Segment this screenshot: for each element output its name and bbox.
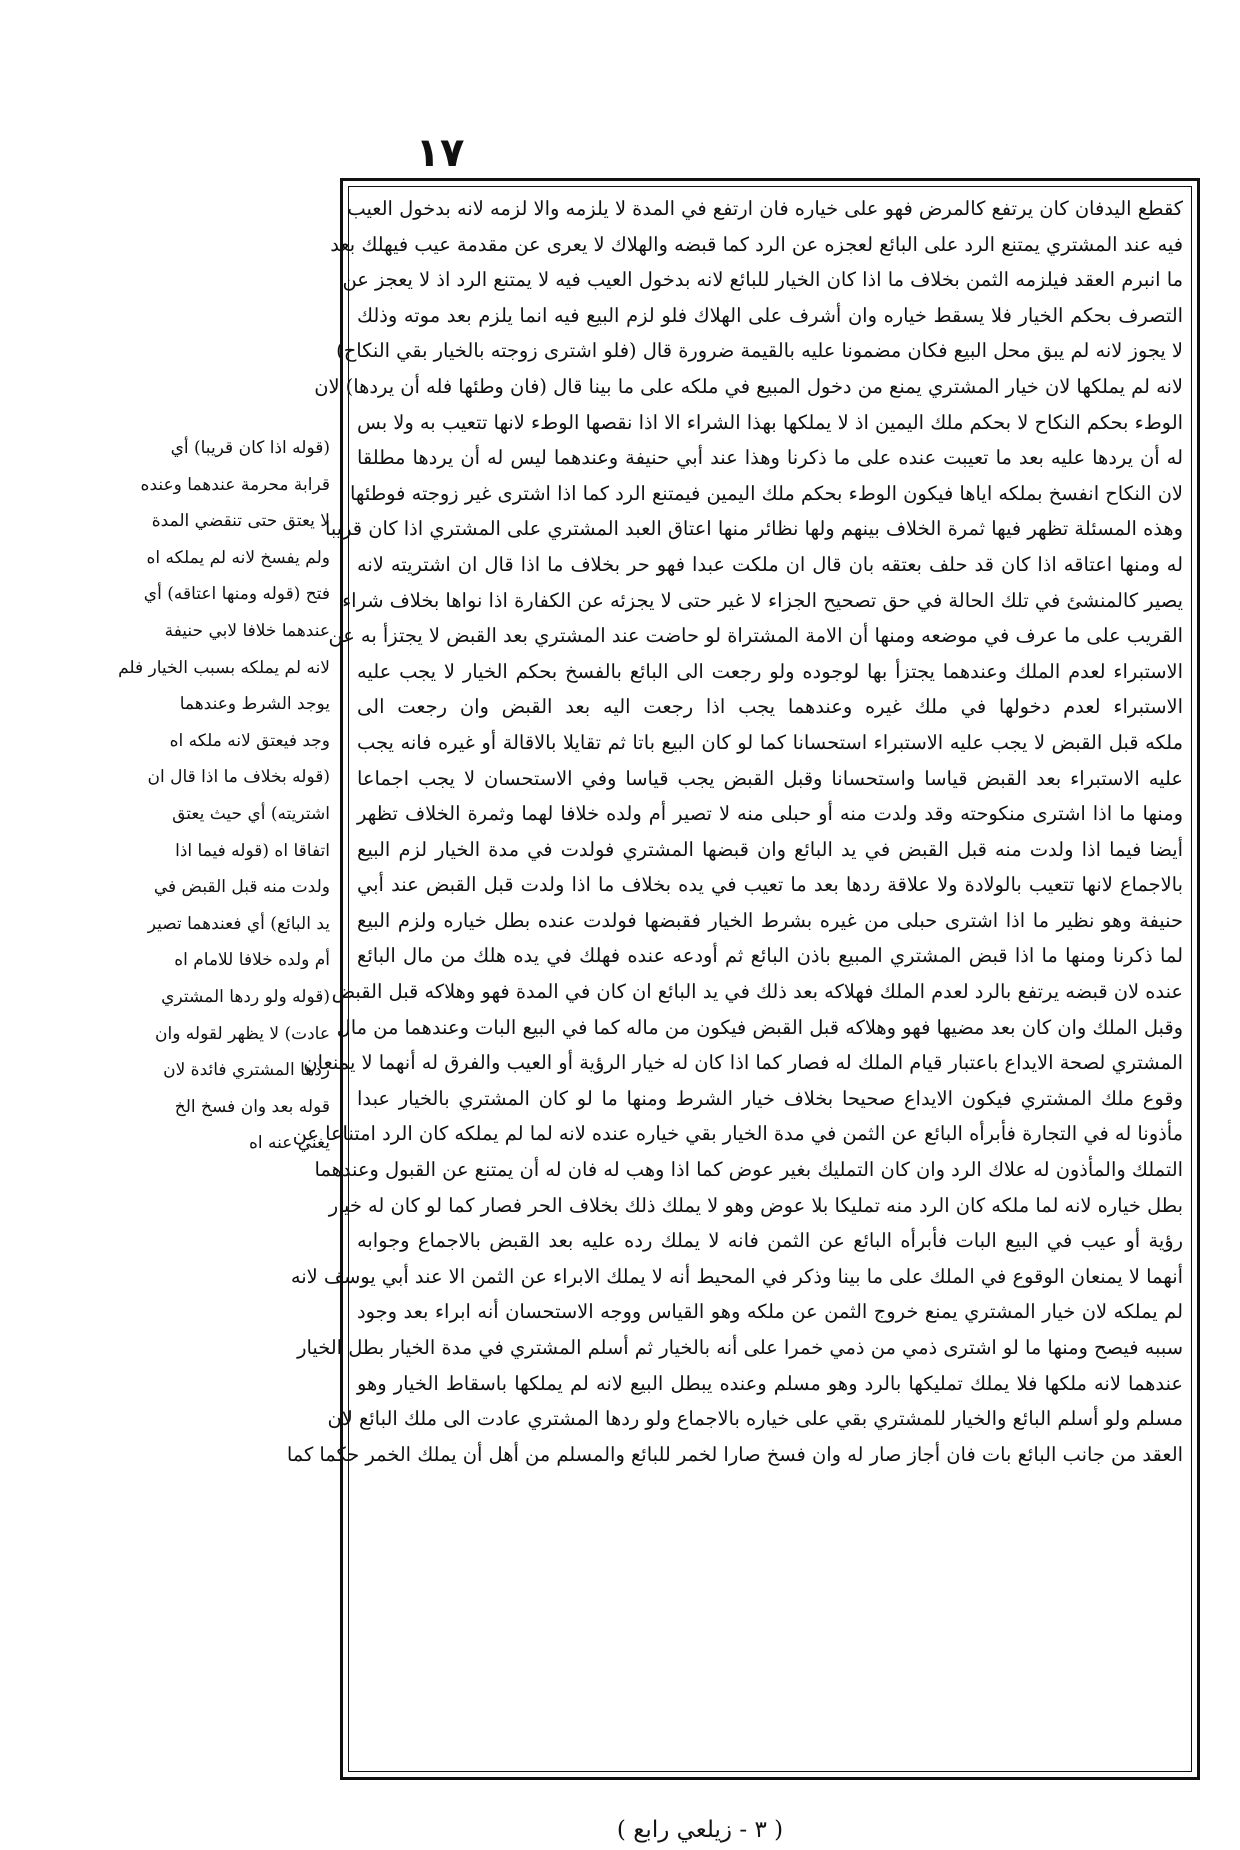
margin-note-line: لا يعتق حتى تنقضي المدة	[151, 511, 330, 532]
text-line: الوطء بحكم النكاح لا بحكم ملك اليمين اذ لا يملكها بهذا الشراء الا اذا نقصها الوطء لانها تتعيب به ولا بس	[357, 410, 1183, 434]
page-number: ١٧	[415, 130, 465, 176]
margin-note-line: فتح (قوله ومنها اعتاقه) أي	[143, 584, 330, 605]
text-line: التصرف بحكم الخيار فلا يسقط خياره وان أشرف على الهلاك فلو لزم البيع فيه انما يلزم بعد موته وذلك	[357, 303, 1183, 327]
text-line: لا يجوز لانه لم يبق محل البيع فكان مضمونا عليه بالقيمة ضرورة قال (فلو اشترى زوجته بالخيار بقي النكاح)	[336, 339, 1183, 363]
text-line: مسلم ولو أسلم البائع والخيار للمشتري بقي على خياره بالاجماع ولو ردها المشتري عادت الى ملك البائع لان	[327, 1407, 1183, 1431]
margin-note-line: قوله بعد وان فسخ الخ	[174, 1096, 330, 1117]
margin-note-line: لانه لم يملكه بسبب الخيار فلم	[118, 657, 330, 678]
margin-note-line: اتفاقا اه (قوله فيما اذا	[175, 840, 330, 861]
text-line: له ومنها اعتاقه اذا كان قد حلف بعتقه بان قال ان ملكت عبدا فهو حر بخلاف ما اذا قال ان اشتريته لانه	[357, 552, 1183, 576]
text-line: لان النكاح انفسخ بملكه اياها فيكون الوطء بحكم ملك اليمين فيمتنع الرد كما اذا اشترى غير زوجته فوطئها	[350, 481, 1183, 505]
text-line: بطل خياره لانه لما ملكه كان الرد منه تمليكا بلا عوض وهو لا يملك ذلك بخلاف الحر فصار كما لو كان له خيار	[328, 1193, 1183, 1217]
text-line: له أن يردها عليه بعد ما تعيبت عنده على ما ذكرنا وهذا عند أبي حنيفة وعندهما ليس له أن يردها مطلقا	[357, 446, 1183, 470]
text-line: القريب على ما عرف في موضعه ومنها أن الامة المشتراة لو حاضت عند المشتري بعد القبض لا يجتزأ به عن	[328, 624, 1183, 648]
margin-note-line: وجد فيعتق لانه ملكه اه	[169, 730, 330, 751]
text-line: ملكه قبل القبض لا يجب عليه الاستبراء استحسانا كما لو كان البيع باتا ثم تقايلا بالاقالة أو غيره فانه يجب	[357, 730, 1183, 754]
margin-note-line: عندهما خلافا لابي حنيفة	[164, 620, 330, 641]
text-line: لم يملكه لان خيار المشتري يمنع خروج الثمن عن ملكه وهو القياس ووجه الاستحسان أنه ابراء بعد وجود	[357, 1300, 1183, 1324]
margin-note-line: ولدت منه قبل القبض في	[153, 877, 330, 898]
text-line: بالاجماع لانها تتعيب بالولادة ولا علاقة ردها بعد ما تعيب في يده بخلاف ما اذا ولدت قبل القبض عند أبي	[357, 873, 1183, 897]
margin-note-line: ولم يفسخ لانه لم يملكه اه	[146, 547, 330, 568]
margin-note-line: يد البائع) أي فعندهما تصير	[147, 913, 330, 934]
text-line: كقطع اليدفان كان يرتفع كالمرض فهو على خياره فان ارتفع في المدة لا يلزمه والا لزمه لانه بدخول العيب	[347, 197, 1183, 220]
text-line: ومنها ما اذا اشترى منكوحته وقد ولدت منه أو حبلى منه لا تصير أم ولده خلافا لهما وثمرة الخلاف تظهر	[357, 802, 1183, 826]
margin-note-line: يوجد الشرط وعندهما	[179, 694, 330, 715]
text-line: لانه لم يملكها لان خيار المشتري يمنع من دخول المبيع في ملكه على ما بينا قال (فان وطئها فله أن يردها) لان	[314, 374, 1183, 398]
text-line: حنيفة وهو نظير ما اذا اشترى حبلى من غيره بشرط الخيار فقبضها فولدت عنده بطل خياره ولزم البيع	[357, 908, 1183, 932]
text-line: أيضا فيما اذا ولدت منه قبل القبض في يد البائع وان قبضها المشتري فولدت في مدة الخيار لزم البيع	[357, 837, 1183, 861]
text-line: عليه الاستبراء بعد القبض قياسا واستحسانا وقبل القبض يجب قياسا وفي الاستحسان لا يجب اجماعا	[357, 766, 1183, 790]
margin-note-line: اشتريته) أي حيث يعتق	[172, 803, 330, 824]
text-line: وقبل الملك وان كان بعد مضيها فهو وهلاكه قبل القبض فيكون من ماله كما في البيع البات وعندهما من مال	[336, 1015, 1183, 1039]
text-line: وهذه المسئلة تظهر فيها ثمرة الخلاف بينهم ولها نظائر منها اعتاق العبد المشتري على المشتري اذا كان قريبا	[324, 517, 1183, 541]
margin-note-line: (قوله اذا كان قريبا) أي	[170, 438, 330, 458]
text-line: رؤية أو عيب في البيع البات فأبرأه البائع عن الثمن فانه لا يملك رده عليه بعد القبض بالاجماع وجوابه	[357, 1229, 1183, 1253]
text-line: ما انبرم العقد فيلزمه الثمن بخلاف ما اذا كان الخيار للبائع لانه بدخول العيب فيه لا يمتنع الرد اذ لا يعجز عن	[342, 268, 1183, 292]
margin-note-line: عادت) لا يظهر لقوله وان	[154, 1023, 330, 1044]
margin-note-line: ردها المشتري فائدة لان	[163, 1060, 330, 1081]
text-line: وقوع ملك المشتري فيكون الايداع صحيحا بخلاف خيار الشرط ومنها ما لو كان المشتري بالخيار عبدا	[357, 1086, 1183, 1110]
text-line: فيه عند المشتري يمتنع الرد على البائع لعجزه عن الرد كما قبضه والهلاك لا يعرى عن مقدمة عيب فيهلك بعد	[330, 232, 1183, 256]
text-line: سببه فيصح ومنها ما لو اشترى ذمي من ذمي خمرا على أنه بالخيار ثم أسلم المشتري في مدة الخيار بطل الخيار	[297, 1336, 1183, 1359]
margin-note-line: (قوله بخلاف ما اذا قال ان	[147, 767, 330, 788]
text-line: يصير كالمنشئ في تلك الحالة في حق تصحيح الجزاء لا غير حتى لا يجزئه عن الكفارة اذا نواها بخلاف شراء	[342, 588, 1183, 612]
printer-signature: ( ٣ - زيلعي رابع )	[616, 1817, 784, 1843]
margin-note-line: قرابة محرمة عندهما وعنده	[140, 474, 330, 495]
margin-note-line: يغني عنه اه	[248, 1133, 330, 1154]
margin-note-line: أم ولده خلافا للامام اه	[174, 950, 330, 971]
text-line: عندهما لانه ملكها فلا يملك تمليكها بالرد وهو مسلم وعنده يبطل البيع لانه لم يملكها باسقاط الخيار وهو	[357, 1371, 1183, 1395]
text-line: المشتري لصحة الايداع باعتبار قيام الملك له فصار كما اذا كان له خيار الرؤية أو العيب والفرق له أنهما لا يمنعان	[303, 1051, 1183, 1075]
text-line: العقد من جانب البائع بات فان أجاز صار له وان فسخ صارا لخمر للبائع والمسلم من أهل أن يملك الخمر حكما كما	[286, 1442, 1183, 1466]
margin-note-line: (قوله ولو ردها المشتري	[161, 986, 330, 1007]
text-line: التملك والمأذون له علاك الرد وان كان التمليك بغير عوض كما اذا وهب له فان له أن يمتنع عن القبول وعندهما	[314, 1158, 1183, 1182]
text-line: الاستبراء لعدم دخولها في ملك غيره وعندهما يجب اذا رجعت اليه بعد القبض وان رجعت الى	[357, 695, 1183, 719]
text-line: لما ذكرنا ومنها ما اذا قبض المشتري المبيع باذن البائع ثم أودعه عنده فهلك في يده هلك من مال البائع	[357, 944, 1183, 968]
text-line: مأذونا له في التجارة فأبرأه البائع عن الثمن في مدة الخيار بقي خياره عنده لانه لما لم يملكه كان الرد امتناعا عن	[292, 1122, 1183, 1146]
text-line: الاستبراء لعدم الملك وعندهما يجتزأ بها لوجوده ولو رجعت الى البائع بالفسخ بحكم الخيار لا يجب عليه	[357, 659, 1183, 683]
text-line: عنده لان قبضه يرتفع بالرد لعدم الملك فهلاكه بعد ذلك في يد البائع ان كان في المدة فهو وهلاكه قبل القبض	[331, 980, 1183, 1004]
text-line: أنهما لا يمنعان الوقوع في الملك على ما بينا وذكر في المحيط أنه لا يملك الابراء عن الثمن الا عند أبي يوسف لانه	[290, 1264, 1183, 1288]
